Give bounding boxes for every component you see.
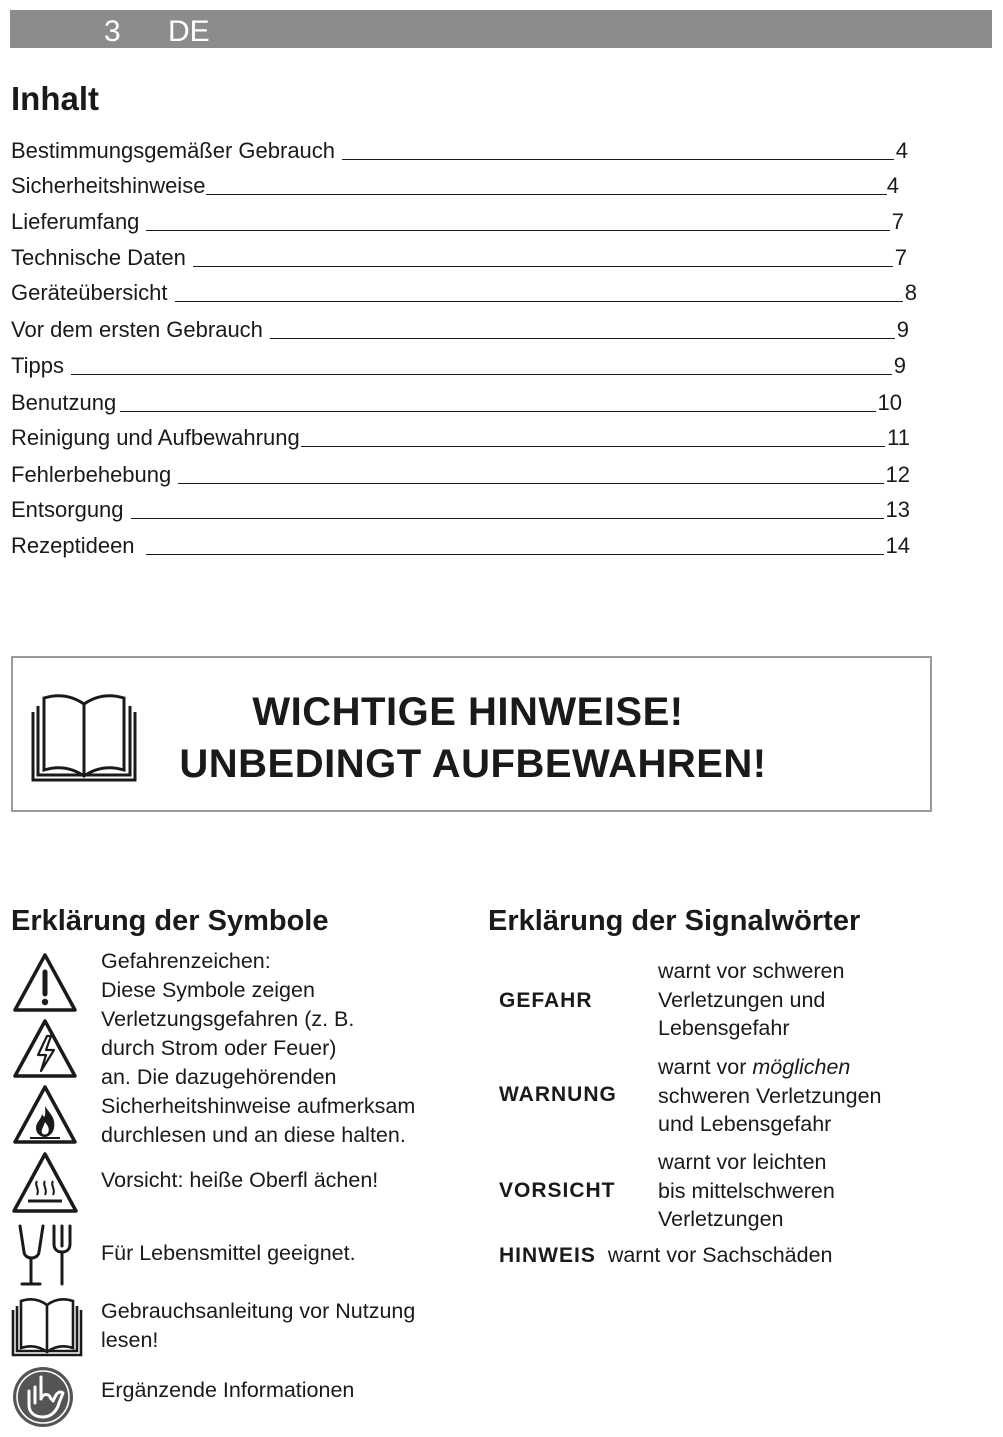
signal-desc-gefahr: warnt vor schweren Verletzungen und Lebensgefahr xyxy=(658,959,845,1040)
signal-desc-warnung-prefix: warnt vor xyxy=(658,1055,753,1079)
toc-leader-line xyxy=(206,194,886,195)
signal-word-warnung: WARNUNG xyxy=(499,1083,617,1106)
toc-entry[interactable] xyxy=(11,489,910,523)
toc-entry-title: Vor dem ersten Gebrauch xyxy=(11,317,263,342)
toc-entry[interactable] xyxy=(11,345,906,379)
toc-leader-line xyxy=(71,374,892,375)
notice-heading-line1: WICHTIGE HINWEISE! xyxy=(252,690,684,734)
toc-leader-line xyxy=(120,411,875,412)
toc-entry[interactable] xyxy=(11,130,908,164)
important-notice-box xyxy=(11,656,932,812)
toc-entry[interactable] xyxy=(11,237,907,271)
hot-surface-icon xyxy=(10,1151,80,1215)
toc-entry-page: 12 xyxy=(885,462,910,487)
symbol-desc-hazard: Gefahrenzeichen: Diese Symbole zeigen Verletzungsgefahren (z. B. durch Strom oder Feuer) an. Die dazugehörenden Sicherheitshinweise aufmerksam durchlesen und an diese halten. xyxy=(101,949,416,1147)
toc-entry[interactable] xyxy=(11,165,899,199)
page-header-bar xyxy=(10,10,992,48)
symbol-desc-info: Ergänzende Informationen xyxy=(101,1378,355,1402)
page-number: 3 xyxy=(104,15,121,48)
signal-desc-hinweis: warnt vor Sachschäden xyxy=(607,1243,833,1267)
toc-entry-title: Sicherheitshinweise xyxy=(11,173,206,198)
toc-leader-line xyxy=(131,518,884,519)
toc-entry-page: 13 xyxy=(885,497,910,522)
signal-word-hinweis: HINWEIS xyxy=(499,1244,596,1267)
toc-entry[interactable] xyxy=(11,525,910,559)
toc-entry[interactable] xyxy=(11,382,902,416)
signal-desc-warnung-emphasis: möglichen xyxy=(752,1055,851,1079)
toc-entry-page: 4 xyxy=(895,138,908,163)
toc-entry[interactable] xyxy=(11,309,909,343)
toc-entry-title: Technische Daten xyxy=(11,245,186,270)
signal-word-gefahr: GEFAHR xyxy=(499,989,593,1012)
toc-leader-line xyxy=(193,266,893,267)
toc-entry-title: Reinigung und Aufbewahrung xyxy=(11,425,300,450)
signal-desc-vorsicht: warnt vor leichten bis mittelschweren Verletzungen xyxy=(658,1150,835,1231)
toc-entry-title: Rezeptideen xyxy=(11,533,135,558)
toc-entry-page: 9 xyxy=(893,353,906,378)
electric-hazard-icon xyxy=(12,1018,78,1080)
language-code: DE xyxy=(168,15,210,48)
warning-triangle-icon xyxy=(12,952,78,1014)
toc-entry-title: Tipps xyxy=(11,353,64,378)
fire-hazard-icon xyxy=(12,1084,78,1146)
toc-leader-line xyxy=(178,483,883,484)
info-hand-icon xyxy=(11,1365,75,1429)
toc-entry-title: Entsorgung xyxy=(11,497,124,522)
toc-entry-page: 9 xyxy=(896,317,909,342)
toc-entry-title: Lieferumfang xyxy=(11,209,140,234)
food-safe-icon xyxy=(14,1222,74,1288)
toc-entry-page: 14 xyxy=(885,533,910,558)
signal-row-hinweis xyxy=(499,1243,833,1268)
toc-entry-page: 4 xyxy=(886,173,899,198)
toc-entry-page: 8 xyxy=(904,280,917,305)
toc-entry[interactable] xyxy=(11,201,904,235)
signal-words-title: Erklärung der Signalwörter xyxy=(488,905,861,937)
signal-desc-warnung-rest: schweren Verletzungen und Lebensgefahr xyxy=(658,1083,882,1136)
symbol-desc-hot-surface: Vorsicht: heiße Oberfl ächen! xyxy=(101,1168,379,1192)
toc-leader-line xyxy=(270,338,895,339)
toc-entry[interactable] xyxy=(11,417,910,451)
toc-entry[interactable] xyxy=(11,272,917,306)
toc-entry-page: 10 xyxy=(877,390,902,415)
toc-title: Inhalt xyxy=(11,80,99,117)
toc-leader-line xyxy=(146,230,889,231)
toc-leader-line xyxy=(175,301,903,302)
toc-entry-page: 7 xyxy=(891,209,904,234)
toc-entry[interactable] xyxy=(11,454,910,488)
toc-entry-title: Fehlerbehebung xyxy=(11,462,172,487)
symbols-title: Erklärung der Symbole xyxy=(11,905,329,937)
toc-entry-title: Bestimmungsgemäßer Gebrauch xyxy=(11,138,336,163)
symbol-desc-food-safe: Für Lebensmittel geeignet. xyxy=(101,1241,356,1265)
symbol-desc-manual: Gebrauchsanleitung vor Nutzung lesen! xyxy=(101,1299,416,1352)
toc-entry-title: Geräteübersicht xyxy=(11,280,168,305)
manual-book-icon xyxy=(10,1296,84,1358)
toc-entry-page: 7 xyxy=(894,245,907,270)
signal-word-vorsicht: VORSICHT xyxy=(499,1179,616,1202)
notice-heading-line2: UNBEDINGT AUFBEWAHREN! xyxy=(179,742,767,786)
toc-entry-page: 11 xyxy=(887,425,910,450)
toc-leader-line xyxy=(342,159,894,160)
toc-entry-title: Benutzung xyxy=(11,390,117,415)
toc-leader-line xyxy=(301,446,885,447)
toc-leader-line xyxy=(146,554,884,555)
signal-desc-warnung xyxy=(658,1053,978,1139)
